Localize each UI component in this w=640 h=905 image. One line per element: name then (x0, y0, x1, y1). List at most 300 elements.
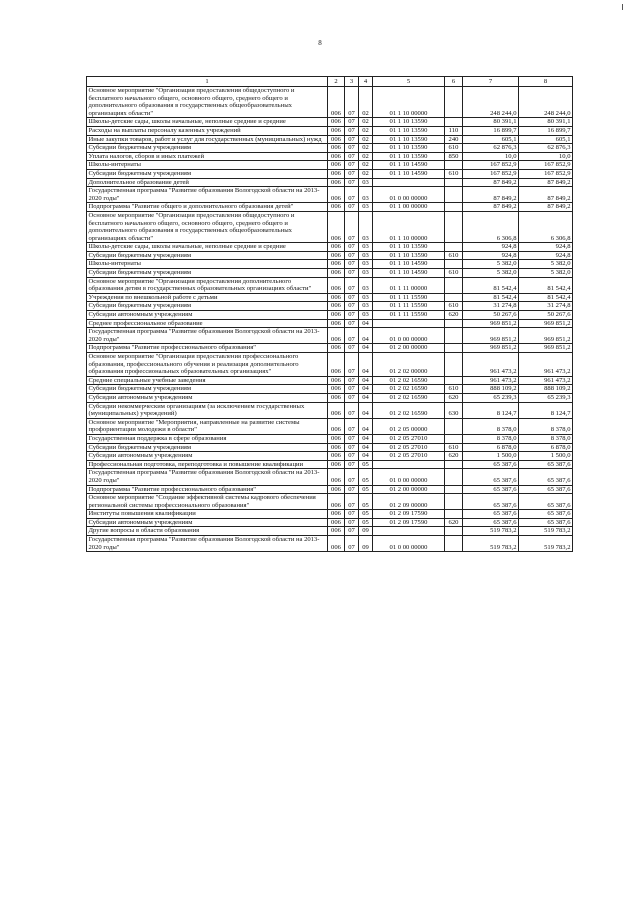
row-name: Иные закупки товаров, работ и услуг для государственных (муниципальных) нужд (87, 135, 328, 144)
ministry-code: 006 (328, 402, 345, 418)
ministry-code: 006 (328, 344, 345, 353)
amount-2018: 65 239,3 (463, 393, 519, 402)
table-row (87, 260, 573, 269)
amount-2019: 87 849,2 (519, 178, 573, 187)
target-article (373, 527, 445, 536)
amount-2018: 519 783,2 (463, 536, 519, 552)
subsection-code: 05 (359, 518, 373, 527)
expense-type (445, 494, 463, 510)
expense-type (445, 178, 463, 187)
row-name: Субсидии автономным учреждениям (87, 393, 328, 402)
row-name: Учреждения по внешкольной работе с детьми (87, 293, 328, 302)
subsection-code: 04 (359, 353, 373, 377)
expense-type (445, 187, 463, 203)
expense-type (445, 418, 463, 434)
header-cell: 5 (373, 77, 445, 87)
subsection-code: 02 (359, 87, 373, 118)
row-name: Уплата налогов, сборов и иных платежей (87, 152, 328, 161)
amount-2019: 8 124,7 (519, 402, 573, 418)
section-code: 07 (345, 293, 359, 302)
target-article (373, 178, 445, 187)
row-name: Школы-детские сады, школы начальные, неполные средние и средние (87, 243, 328, 252)
target-article: 01 2 05 27010 (373, 434, 445, 443)
expense-type (445, 460, 463, 469)
amount-2018: 969 851,2 (463, 328, 519, 344)
ministry-code: 006 (328, 169, 345, 178)
amount-2018: 6 306,8 (463, 211, 519, 242)
row-name: Школы-интернаты (87, 161, 328, 170)
ministry-code: 006 (328, 135, 345, 144)
row-name: Субсидии бюджетным учреждениям (87, 302, 328, 311)
section-code: 07 (345, 353, 359, 377)
ministry-code: 006 (328, 376, 345, 385)
target-article: 01 2 02 16590 (373, 376, 445, 385)
expense-type (445, 527, 463, 536)
row-name: Государственная программа "Развитие образования Вологодской области на 2013-2020 годы" (87, 469, 328, 485)
ministry-code: 006 (328, 260, 345, 269)
target-article: 01 2 02 16590 (373, 402, 445, 418)
row-name: Субсидии бюджетным учреждениям (87, 251, 328, 260)
row-name: Субсидии некоммерческим организациям (за исключением государственных (муниципальных) учреждений) (87, 402, 328, 418)
expense-type (445, 510, 463, 519)
ministry-code: 006 (328, 469, 345, 485)
row-name: Субсидии автономным учреждениям (87, 311, 328, 320)
section-code: 07 (345, 269, 359, 278)
table-row (87, 87, 573, 118)
target-article: 01 1 10 14590 (373, 260, 445, 269)
subsection-code: 03 (359, 203, 373, 212)
amount-2019: 16 899,7 (519, 126, 573, 135)
row-name: Профессиональная подготовка, переподготовка и повышение квалификации (87, 460, 328, 469)
expense-type (445, 260, 463, 269)
expense-type: 610 (445, 302, 463, 311)
table-row (87, 293, 573, 302)
amount-2019: 65 239,3 (519, 393, 573, 402)
ministry-code: 006 (328, 302, 345, 311)
section-code: 07 (345, 494, 359, 510)
amount-2018: 969 851,2 (463, 319, 519, 328)
amount-2018: 87 849,2 (463, 178, 519, 187)
table-row (87, 144, 573, 153)
amount-2018: 5 382,0 (463, 269, 519, 278)
section-code: 07 (345, 87, 359, 118)
ministry-code: 006 (328, 243, 345, 252)
amount-2018: 65 387,6 (463, 469, 519, 485)
header-cell: 8 (519, 77, 573, 87)
table-row (87, 418, 573, 434)
section-code: 07 (345, 178, 359, 187)
row-name: Средние специальные учебные заведения (87, 376, 328, 385)
amount-2018: 8 378,0 (463, 418, 519, 434)
subsection-code: 04 (359, 385, 373, 394)
expense-type: 620 (445, 311, 463, 320)
ministry-code: 006 (328, 187, 345, 203)
section-code: 07 (345, 460, 359, 469)
amount-2019: 167 852,9 (519, 169, 573, 178)
section-code: 07 (345, 385, 359, 394)
amount-2019: 50 267,6 (519, 311, 573, 320)
table-row (87, 344, 573, 353)
expense-type (445, 434, 463, 443)
amount-2019: 924,8 (519, 251, 573, 260)
row-name: Школы-интернаты (87, 260, 328, 269)
ministry-code: 006 (328, 418, 345, 434)
expense-type (445, 87, 463, 118)
target-article: 01 2 09 17590 (373, 518, 445, 527)
ministry-code: 006 (328, 203, 345, 212)
ministry-code: 006 (328, 211, 345, 242)
section-code: 07 (345, 518, 359, 527)
amount-2019: 969 851,2 (519, 319, 573, 328)
table-row (87, 319, 573, 328)
target-article: 01 1 11 15590 (373, 311, 445, 320)
amount-2019: 605,1 (519, 135, 573, 144)
section-code: 07 (345, 144, 359, 153)
subsection-code: 02 (359, 118, 373, 127)
row-name: Другие вопросы в области образования (87, 527, 328, 536)
subsection-code: 04 (359, 319, 373, 328)
table-row (87, 203, 573, 212)
section-code: 07 (345, 203, 359, 212)
header-cell: 6 (445, 77, 463, 87)
table-row (87, 328, 573, 344)
table-row (87, 434, 573, 443)
target-article: 01 2 02 16590 (373, 385, 445, 394)
table-row (87, 460, 573, 469)
expense-type: 620 (445, 452, 463, 461)
row-name: Государственная программа "Развитие образования Вологодской области на 2013-2020 годы" (87, 187, 328, 203)
section-code: 07 (345, 277, 359, 293)
subsection-code: 04 (359, 443, 373, 452)
amount-2018: 16 899,7 (463, 126, 519, 135)
section-code: 07 (345, 527, 359, 536)
target-article: 01 1 10 13590 (373, 152, 445, 161)
table-row (87, 494, 573, 510)
ministry-code: 006 (328, 494, 345, 510)
table-row (87, 311, 573, 320)
row-name: Субсидии бюджетным учреждениям (87, 269, 328, 278)
ministry-code: 006 (328, 118, 345, 127)
subsection-code: 03 (359, 302, 373, 311)
table-row (87, 269, 573, 278)
ministry-code: 006 (328, 510, 345, 519)
expense-type: 850 (445, 152, 463, 161)
amount-2018: 8 378,0 (463, 434, 519, 443)
subsection-code: 04 (359, 393, 373, 402)
expense-type: 620 (445, 393, 463, 402)
amount-2019: 969 851,2 (519, 344, 573, 353)
row-name: Государственная программа "Развитие образования Вологодской области на 2013-2020 годы" (87, 536, 328, 552)
expense-type (445, 376, 463, 385)
table-row (87, 536, 573, 552)
expense-type (445, 293, 463, 302)
amount-2019: 961 473,2 (519, 376, 573, 385)
ministry-code: 006 (328, 460, 345, 469)
amount-2018: 1 500,0 (463, 452, 519, 461)
amount-2018: 65 387,6 (463, 510, 519, 519)
target-article: 01 0 00 00000 (373, 469, 445, 485)
section-code: 07 (345, 402, 359, 418)
subsection-code: 03 (359, 187, 373, 203)
target-article: 01 1 10 13590 (373, 243, 445, 252)
header-cell: 1 (87, 77, 328, 87)
subsection-code: 04 (359, 418, 373, 434)
subsection-code: 04 (359, 328, 373, 344)
header-cell: 3 (345, 77, 359, 87)
section-code: 07 (345, 169, 359, 178)
subsection-code: 03 (359, 211, 373, 242)
subsection-code: 05 (359, 460, 373, 469)
row-name: Основное мероприятие "Организация предоставления дополнительного образования детям в государственных образовательных организациях области" (87, 277, 328, 293)
amount-2019: 65 387,6 (519, 485, 573, 494)
amount-2019: 80 391,1 (519, 118, 573, 127)
row-name: Основное мероприятие "Организация предоставления общедоступного и бесплатного начального общего, основного общего, среднего общего и дополнительного образования в государственных общеобразовательных организациях области" (87, 211, 328, 242)
row-name: Государственная программа "Развитие образования Вологодской области на 2013-2020 годы" (87, 328, 328, 344)
target-article: 01 1 10 13590 (373, 126, 445, 135)
ministry-code: 006 (328, 443, 345, 452)
amount-2019: 8 378,0 (519, 434, 573, 443)
target-article: 01 2 00 00000 (373, 344, 445, 353)
target-article: 01 1 11 15590 (373, 293, 445, 302)
expense-type (445, 353, 463, 377)
expense-type: 610 (445, 269, 463, 278)
amount-2019: 6 878,0 (519, 443, 573, 452)
row-name: Основное мероприятие "Организация предоставления профессионального образования, профессионального обучения и реализация дополнительного образования профессиональных образовательных организациях" (87, 353, 328, 377)
section-code: 07 (345, 118, 359, 127)
table-row (87, 135, 573, 144)
subsection-code: 03 (359, 178, 373, 187)
expense-type (445, 203, 463, 212)
target-article: 01 1 10 13590 (373, 251, 445, 260)
target-article: 01 2 05 27010 (373, 443, 445, 452)
amount-2018: 65 387,6 (463, 518, 519, 527)
amount-2018: 969 851,2 (463, 344, 519, 353)
ministry-code: 006 (328, 178, 345, 187)
amount-2019: 6 306,8 (519, 211, 573, 242)
row-name: Государственная поддержка в сфере образования (87, 434, 328, 443)
amount-2018: 167 852,9 (463, 169, 519, 178)
target-article: 01 1 00 00000 (373, 203, 445, 212)
expense-type: 110 (445, 126, 463, 135)
subsection-code: 05 (359, 510, 373, 519)
target-article: 01 1 10 13590 (373, 135, 445, 144)
table-row (87, 353, 573, 377)
amount-2018: 87 849,2 (463, 187, 519, 203)
table-row (87, 187, 573, 203)
table-row (87, 510, 573, 519)
target-article: 01 0 00 00000 (373, 536, 445, 552)
subsection-code: 05 (359, 469, 373, 485)
target-article: 01 2 00 00000 (373, 485, 445, 494)
target-article: 01 1 10 13590 (373, 118, 445, 127)
section-code: 07 (345, 260, 359, 269)
expense-type (445, 469, 463, 485)
amount-2019: 65 387,6 (519, 460, 573, 469)
amount-2018: 65 387,6 (463, 460, 519, 469)
subsection-code: 02 (359, 152, 373, 161)
corner-mark (622, 4, 623, 10)
ministry-code: 006 (328, 527, 345, 536)
target-article: 01 1 11 00000 (373, 277, 445, 293)
table-row (87, 211, 573, 242)
expense-type (445, 211, 463, 242)
row-name: Расходы на выплаты персоналу казенных учреждений (87, 126, 328, 135)
table-row (87, 443, 573, 452)
target-article: 01 1 10 14590 (373, 169, 445, 178)
amount-2019: 1 500,0 (519, 452, 573, 461)
expense-type: 620 (445, 518, 463, 527)
amount-2019: 248 244,0 (519, 87, 573, 118)
row-name: Среднее профессиональное образование (87, 319, 328, 328)
subsection-code: 02 (359, 135, 373, 144)
amount-2019: 81 542,4 (519, 293, 573, 302)
section-code: 07 (345, 126, 359, 135)
amount-2018: 81 542,4 (463, 293, 519, 302)
ministry-code: 006 (328, 293, 345, 302)
amount-2018: 65 387,6 (463, 485, 519, 494)
table-row (87, 178, 573, 187)
ministry-code: 006 (328, 319, 345, 328)
section-code: 07 (345, 311, 359, 320)
ministry-code: 006 (328, 536, 345, 552)
subsection-code: 05 (359, 485, 373, 494)
budget-table (86, 76, 573, 552)
amount-2019: 87 849,2 (519, 187, 573, 203)
section-code: 07 (345, 376, 359, 385)
target-article: 01 0 00 00000 (373, 187, 445, 203)
expense-type: 610 (445, 169, 463, 178)
table-row (87, 161, 573, 170)
section-code: 07 (345, 328, 359, 344)
subsection-code: 03 (359, 311, 373, 320)
amount-2019: 10,0 (519, 152, 573, 161)
expense-type (445, 485, 463, 494)
subsection-code: 04 (359, 344, 373, 353)
header-cell: 7 (463, 77, 519, 87)
row-name: Подпрограмма "Развитие профессионального образования" (87, 344, 328, 353)
amount-2018: 519 783,2 (463, 527, 519, 536)
section-code: 07 (345, 536, 359, 552)
section-code: 07 (345, 393, 359, 402)
section-code: 07 (345, 452, 359, 461)
amount-2018: 31 274,8 (463, 302, 519, 311)
subsection-code: 03 (359, 277, 373, 293)
expense-type (445, 118, 463, 127)
amount-2019: 888 109,2 (519, 385, 573, 394)
subsection-code: 03 (359, 251, 373, 260)
row-name: Субсидии бюджетным учреждениям (87, 443, 328, 452)
row-name: Основное мероприятие "Создание эффективной системы кадрового обеспечения региональной системы профессионального образования" (87, 494, 328, 510)
expense-type (445, 161, 463, 170)
subsection-code: 02 (359, 169, 373, 178)
section-code: 07 (345, 443, 359, 452)
expense-type (445, 277, 463, 293)
target-article: 01 2 02 00000 (373, 353, 445, 377)
amount-2019: 65 387,6 (519, 494, 573, 510)
section-code: 07 (345, 469, 359, 485)
amount-2019: 969 851,2 (519, 328, 573, 344)
ministry-code: 006 (328, 452, 345, 461)
target-article: 01 1 10 13590 (373, 144, 445, 153)
amount-2018: 924,8 (463, 243, 519, 252)
amount-2019: 961 473,2 (519, 353, 573, 377)
expense-type (445, 328, 463, 344)
amount-2018: 961 473,2 (463, 353, 519, 377)
target-article: 01 0 00 00000 (373, 328, 445, 344)
ministry-code: 006 (328, 161, 345, 170)
amount-2018: 5 382,0 (463, 260, 519, 269)
subsection-code: 03 (359, 243, 373, 252)
target-article: 01 2 09 00000 (373, 494, 445, 510)
amount-2018: 248 244,0 (463, 87, 519, 118)
subsection-code: 03 (359, 269, 373, 278)
row-name: Дополнительное образование детей (87, 178, 328, 187)
amount-2019: 65 387,6 (519, 518, 573, 527)
subsection-code: 09 (359, 536, 373, 552)
header-cell: 4 (359, 77, 373, 87)
ministry-code: 006 (328, 144, 345, 153)
row-name: Субсидии автономным учреждениям (87, 452, 328, 461)
expense-type: 610 (445, 385, 463, 394)
row-name: Субсидии автономным учреждениям (87, 518, 328, 527)
row-name: Подпрограмма "Развитие профессионального образования" (87, 485, 328, 494)
row-name: Институты повышения квалификации (87, 510, 328, 519)
amount-2018: 888 109,2 (463, 385, 519, 394)
target-article: 01 2 05 00000 (373, 418, 445, 434)
amount-2018: 65 387,6 (463, 494, 519, 510)
page-number: 8 (318, 39, 322, 47)
amount-2018: 80 391,1 (463, 118, 519, 127)
amount-2019: 5 382,0 (519, 269, 573, 278)
subsection-code: 05 (359, 494, 373, 510)
section-code: 07 (345, 434, 359, 443)
subsection-code: 04 (359, 452, 373, 461)
table-row (87, 527, 573, 536)
amount-2019: 519 783,2 (519, 527, 573, 536)
ministry-code: 006 (328, 518, 345, 527)
amount-2019: 87 849,2 (519, 203, 573, 212)
row-name: Подпрограмма "Развитие общего и дополнительного образования детей" (87, 203, 328, 212)
subsection-code: 04 (359, 434, 373, 443)
expense-type: 630 (445, 402, 463, 418)
table-row (87, 277, 573, 293)
row-name: Субсидии бюджетным учреждениям (87, 169, 328, 178)
target-article: 01 1 10 00000 (373, 87, 445, 118)
section-code: 07 (345, 485, 359, 494)
amount-2018: 10,0 (463, 152, 519, 161)
amount-2019: 5 382,0 (519, 260, 573, 269)
target-article (373, 460, 445, 469)
amount-2018: 961 473,2 (463, 376, 519, 385)
ministry-code: 006 (328, 269, 345, 278)
amount-2019: 31 274,8 (519, 302, 573, 311)
subsection-code: 09 (359, 527, 373, 536)
table-row (87, 376, 573, 385)
section-code: 07 (345, 211, 359, 242)
ministry-code: 006 (328, 251, 345, 260)
target-article: 01 1 10 14590 (373, 161, 445, 170)
table-row (87, 393, 573, 402)
ministry-code: 006 (328, 434, 345, 443)
table-row (87, 385, 573, 394)
amount-2019: 65 387,6 (519, 510, 573, 519)
ministry-code: 006 (328, 152, 345, 161)
target-article: 01 2 05 27010 (373, 452, 445, 461)
section-code: 07 (345, 135, 359, 144)
amount-2019: 519 783,2 (519, 536, 573, 552)
amount-2018: 87 849,2 (463, 203, 519, 212)
ministry-code: 006 (328, 277, 345, 293)
